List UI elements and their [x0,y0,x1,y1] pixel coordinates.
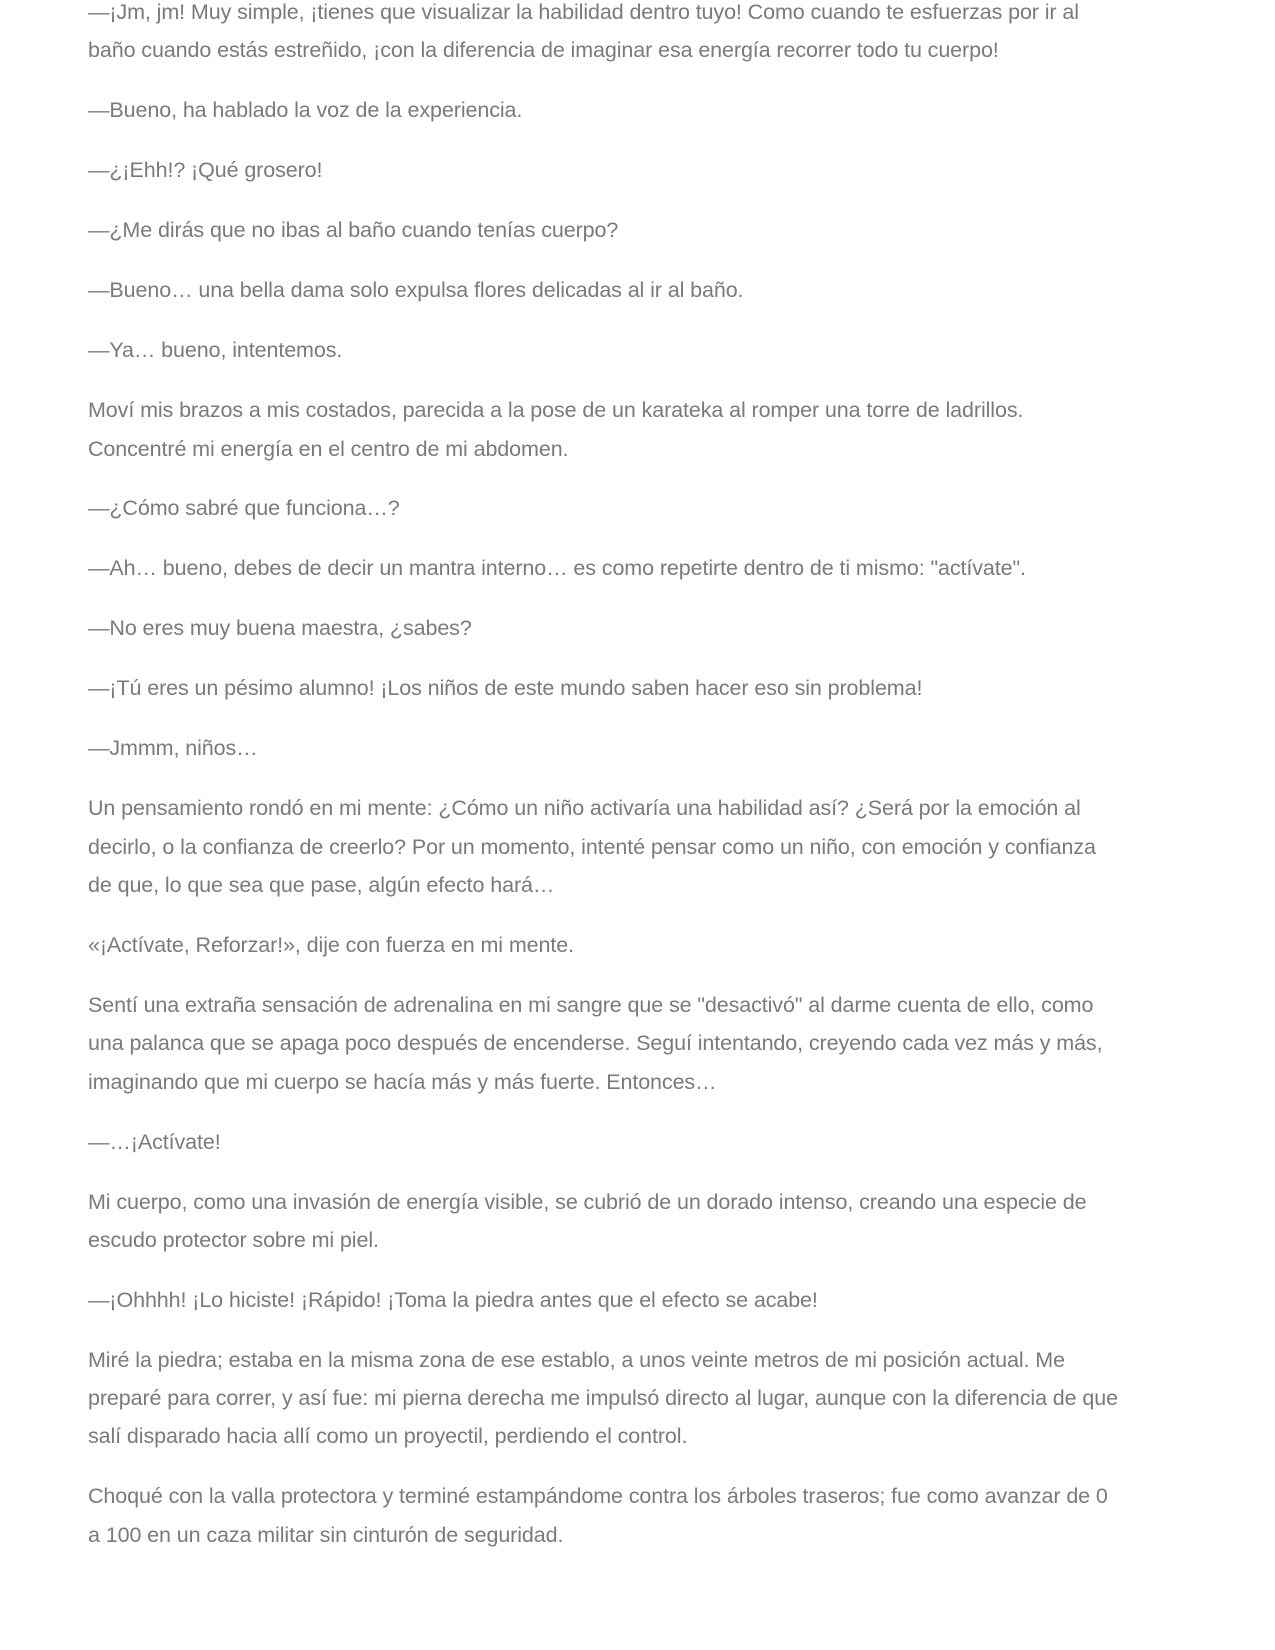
paragraph: —¡Jm, jm! Muy simple, ¡tienes que visualizar la habilidad dentro tuyo! Como cuando te esfuerzas por ir al baño cuando estás estreñido, ¡con la diferencia de imaginar esa energía recorrer todo tu cuerpo! [88,0,1079,63]
paragraph: —¡Tú eres un pésimo alumno! ¡Los niños de este mundo saben hacer eso sin problema! [88,676,923,701]
paragraph: —¿¡Ehh!? ¡Qué grosero! [88,158,323,183]
paragraph: Choqué con la valla protectora y terminé estampándome contra los árboles traseros; fue como avanzar de 0 a 100 en un caza militar sin cinturón de seguridad. [88,1484,1108,1547]
paragraph: Moví mis brazos a mis costados, parecida a la pose de un karateka al romper una torre de ladrillos. Concentré mi energía en el centro de mi abdomen. [88,398,1024,461]
paragraph: Sentí una extraña sensación de adrenalina en mi sangre que se "desactivó" al darme cuenta de ello, como una palanca que se apaga poco después de encenderse. Seguí intentando, creyendo cada vez más y más, imaginando que mi cuerpo se hacía más y más fuerte. Entonces… [88,992,1103,1094]
paragraph: —¿Cómo sabré que funciona…? [88,496,400,521]
paragraph: —Bueno… una bella dama solo expulsa flores delicadas al ir al baño. [88,278,744,303]
paragraph: —Ah… bueno, debes de decir un mantra interno… es como repetirte dentro de ti mismo: "actívate". [88,556,1026,581]
document-body [88,0,1118,1576]
paragraph: —Jmmm, niños… [88,736,258,761]
paragraph: Miré la piedra; estaba en la misma zona de ese establo, a unos veinte metros de mi posición actual. Me preparé para correr, y así fue: mi pierna derecha me impulsó directo al lugar, aunque con la diferencia de que salí disparado hacia allí como un proyectil, perdiendo el control. [88,1347,1118,1449]
paragraph: Mi cuerpo, como una invasión de energía visible, se cubrió de un dorado intenso, creando una especie de escudo protector sobre mi piel. [88,1189,1087,1252]
paragraph: —No eres muy buena maestra, ¿sabes? [88,616,472,641]
paragraph: —…¡Actívate! [88,1129,221,1154]
paragraph: —¡Ohhhh! ¡Lo hiciste! ¡Rápido! ¡Toma la piedra antes que el efecto se acabe! [88,1287,818,1312]
paragraph: —¿Me dirás que no ibas al baño cuando tenías cuerpo? [88,218,619,243]
paragraph: Un pensamiento rondó en mi mente: ¿Cómo un niño activaría una habilidad así? ¿Será por la emoción al decirlo, o la confianza de creerlo? Por un momento, intenté pensar como un niño, con emoción y confianza de que, lo que sea que pase, algún efecto hará… [88,796,1096,897]
paragraph: —Ya… bueno, intentemos. [88,338,343,363]
paragraph: «¡Actívate, Reforzar!», dije con fuerza en mi mente. [88,932,574,957]
paragraph: —Bueno, ha hablado la voz de la experiencia. [88,98,523,123]
